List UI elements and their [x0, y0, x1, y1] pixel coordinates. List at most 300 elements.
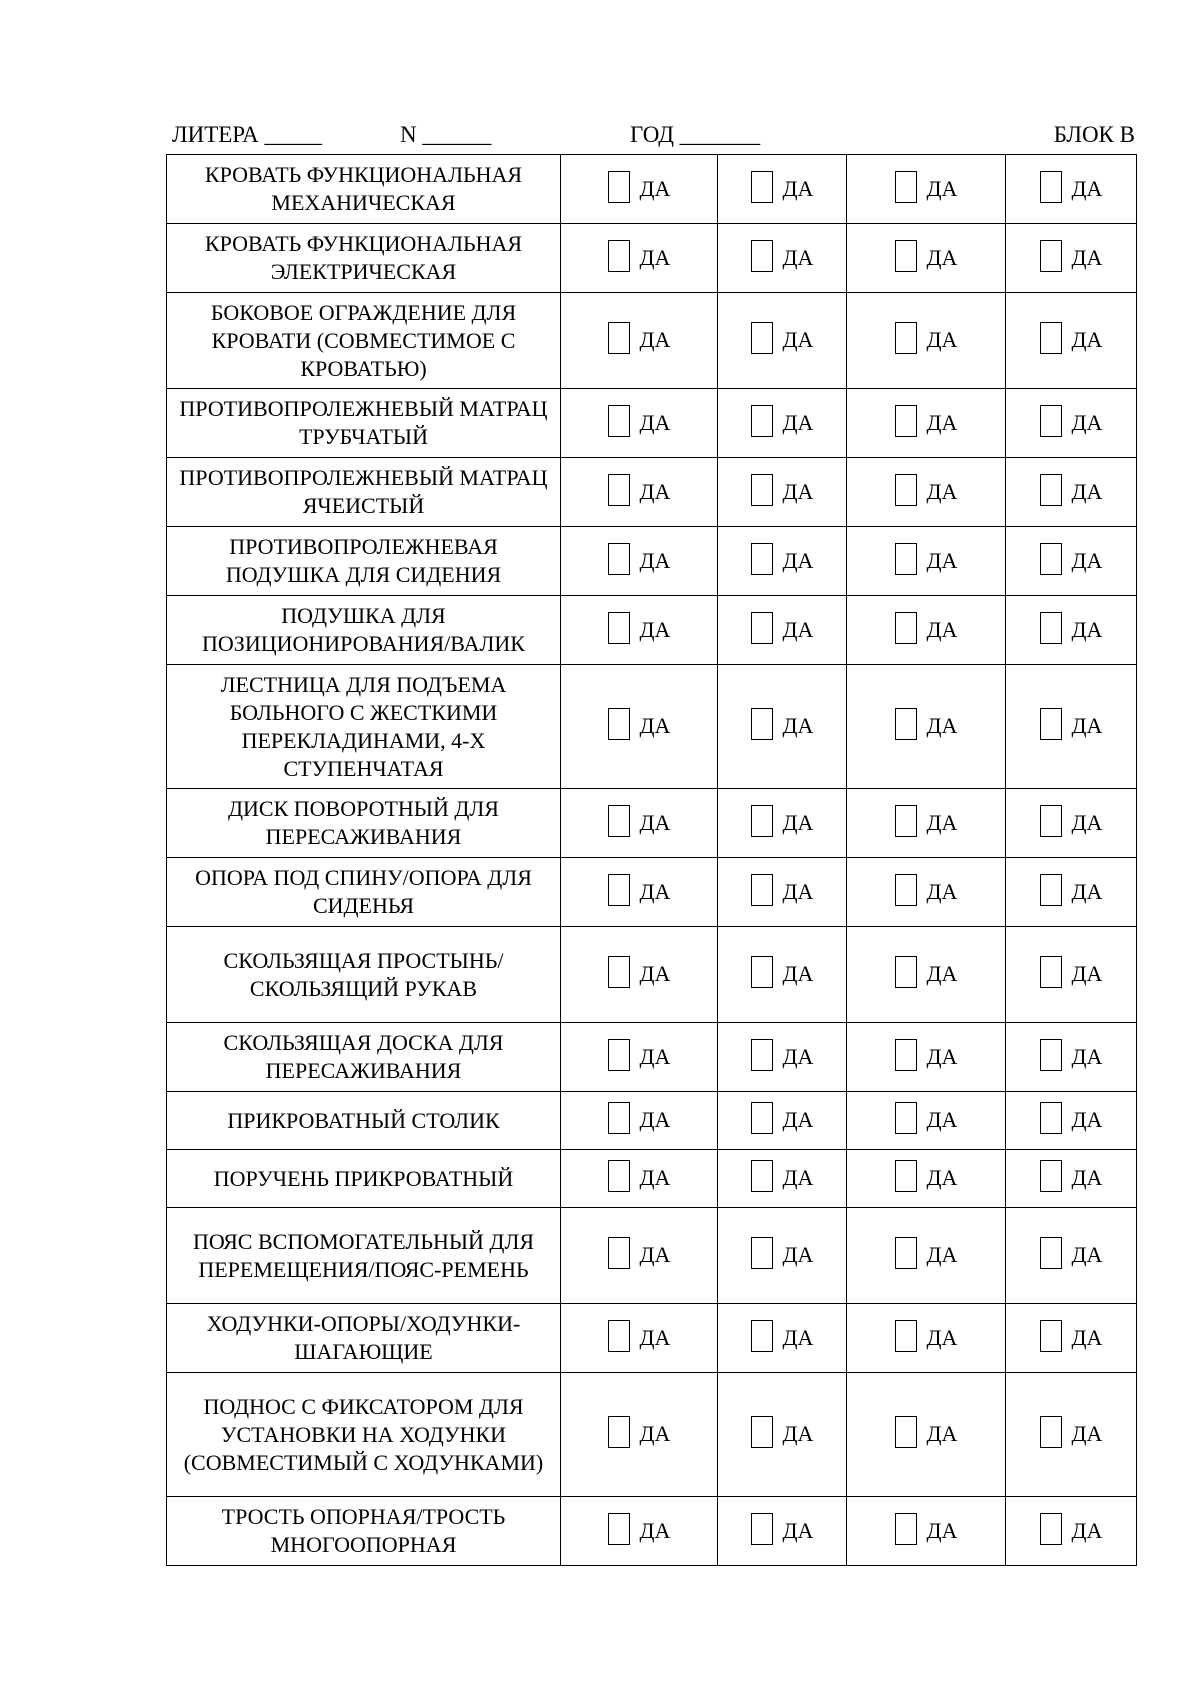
yes-option — [751, 805, 814, 837]
number-field[interactable]: N ______ — [400, 122, 492, 147]
yes-option — [1040, 171, 1103, 203]
option-cell — [561, 1023, 718, 1092]
yes-checkbox[interactable] — [608, 171, 630, 203]
option-cell — [561, 293, 718, 389]
yes-checkbox[interactable] — [608, 405, 630, 437]
yes-label: ДА — [1071, 547, 1103, 573]
yes-option — [751, 405, 814, 437]
option-cell — [1006, 927, 1137, 1023]
yes-option — [751, 543, 814, 575]
equipment-name: ПРОТИВОПРОЛЕЖНЕВАЯ ПОДУШКА ДЛЯ СИДЕНИЯ — [167, 527, 561, 596]
yes-label: ДА — [1071, 1165, 1103, 1190]
yes-checkbox[interactable] — [895, 1237, 917, 1269]
option-cell — [561, 527, 718, 596]
option-cell — [847, 1497, 1006, 1566]
yes-label: ДА — [926, 878, 958, 904]
yes-label: ДА — [639, 878, 671, 904]
option-cell — [1006, 596, 1137, 665]
yes-checkbox[interactable] — [608, 1320, 630, 1352]
yes-label: ДА — [782, 175, 814, 201]
yes-option — [608, 405, 671, 437]
yes-checkbox[interactable] — [608, 1237, 630, 1269]
option-cell — [718, 155, 847, 224]
table-row — [167, 665, 1137, 789]
option-cell — [1006, 1092, 1137, 1150]
yes-checkbox[interactable] — [608, 1102, 630, 1134]
yes-label: ДА — [782, 616, 814, 642]
option-cell — [1006, 224, 1137, 293]
yes-label: ДА — [1071, 244, 1103, 270]
yes-option — [1040, 874, 1103, 906]
yes-option — [751, 171, 814, 203]
yes-label: ДА — [1071, 175, 1103, 201]
block-label: БЛОК В — [1053, 122, 1135, 147]
yes-option — [1040, 1320, 1103, 1352]
yes-label: ДА — [1071, 616, 1103, 642]
yes-option — [751, 708, 814, 740]
yes-checkbox[interactable] — [1040, 405, 1062, 437]
table-row — [167, 858, 1137, 927]
option-cell — [561, 596, 718, 665]
option-cell — [847, 458, 1006, 527]
yes-checkbox[interactable] — [1040, 708, 1062, 740]
yes-option — [751, 1102, 814, 1134]
option-cell — [1006, 858, 1137, 927]
option-cell — [1006, 1150, 1137, 1208]
option-cell — [1006, 293, 1137, 389]
yes-checkbox[interactable] — [895, 956, 917, 988]
option-cell — [1006, 1208, 1137, 1304]
yes-option — [895, 805, 958, 837]
yes-option — [895, 1160, 958, 1192]
yes-checkbox[interactable] — [608, 240, 630, 272]
yes-checkbox[interactable] — [1040, 612, 1062, 644]
option-cell — [847, 665, 1006, 789]
option-cell — [718, 1150, 847, 1208]
yes-label: ДА — [1071, 1421, 1103, 1446]
yes-option — [1040, 405, 1103, 437]
yes-option — [1040, 956, 1103, 988]
option-cell — [1006, 1373, 1137, 1497]
yes-label: ДА — [639, 547, 671, 573]
year-field[interactable]: ГОД _______ — [630, 122, 761, 147]
yes-label: ДА — [782, 327, 814, 352]
option-cell — [561, 858, 718, 927]
yes-checkbox[interactable] — [608, 322, 630, 354]
yes-checkbox[interactable] — [1040, 874, 1062, 906]
yes-option — [608, 1513, 671, 1545]
yes-option — [751, 612, 814, 644]
table-row — [167, 1373, 1137, 1497]
equipment-table-body — [167, 155, 1137, 1566]
yes-checkbox[interactable] — [608, 474, 630, 506]
yes-option — [608, 1039, 671, 1071]
yes-label: ДА — [782, 713, 814, 738]
yes-option — [1040, 1160, 1103, 1192]
yes-checkbox[interactable] — [895, 1039, 917, 1071]
option-cell — [561, 927, 718, 1023]
yes-label: ДА — [926, 1324, 958, 1350]
yes-label: ДА — [639, 961, 671, 986]
yes-label: ДА — [639, 175, 671, 201]
yes-option — [608, 956, 671, 988]
equipment-name: ПРИКРОВАТНЫЙ СТОЛИК — [167, 1092, 561, 1150]
yes-label: ДА — [782, 1421, 814, 1446]
yes-option — [608, 474, 671, 506]
option-cell — [718, 596, 847, 665]
yes-label: ДА — [639, 1242, 671, 1267]
yes-checkbox[interactable] — [895, 543, 917, 575]
yes-label: ДА — [1071, 1043, 1103, 1069]
yes-label: ДА — [926, 1421, 958, 1446]
option-cell — [847, 1092, 1006, 1150]
yes-label: ДА — [639, 409, 671, 435]
equipment-table — [166, 154, 1137, 1566]
yes-checkbox[interactable] — [1040, 240, 1062, 272]
yes-checkbox[interactable] — [751, 405, 773, 437]
option-cell — [1006, 527, 1137, 596]
yes-checkbox[interactable] — [751, 1513, 773, 1545]
option-cell — [561, 1373, 718, 1497]
yes-option — [1040, 805, 1103, 837]
yes-option — [751, 322, 814, 354]
yes-label: ДА — [926, 547, 958, 573]
yes-option — [608, 171, 671, 203]
yes-option — [608, 1320, 671, 1352]
option-cell — [1006, 1304, 1137, 1373]
yes-label: ДА — [782, 1242, 814, 1267]
yes-label: ДА — [1071, 961, 1103, 986]
equipment-name: ТРОСТЬ ОПОРНАЯ/ТРОСТЬ МНОГООПОРНАЯ — [167, 1497, 561, 1566]
form-header — [172, 122, 1135, 148]
table-row — [167, 458, 1137, 527]
option-cell — [718, 527, 847, 596]
yes-checkbox[interactable] — [1040, 1039, 1062, 1071]
yes-option — [895, 405, 958, 437]
yes-option — [751, 1160, 814, 1192]
yes-label: ДА — [639, 327, 671, 352]
yes-option — [751, 1237, 814, 1269]
yes-label: ДА — [782, 1517, 814, 1543]
yes-checkbox[interactable] — [608, 1416, 630, 1448]
yes-checkbox[interactable] — [1040, 1320, 1062, 1352]
yes-option — [751, 1039, 814, 1071]
option-cell — [1006, 458, 1137, 527]
yes-label: ДА — [782, 1107, 814, 1132]
yes-checkbox[interactable] — [1040, 474, 1062, 506]
table-row — [167, 527, 1137, 596]
equipment-name: ПОРУЧЕНЬ ПРИКРОВАТНЫЙ — [167, 1150, 561, 1208]
yes-label: ДА — [782, 961, 814, 986]
yes-label: ДА — [926, 1242, 958, 1267]
yes-label: ДА — [1071, 1242, 1103, 1267]
option-cell — [847, 224, 1006, 293]
yes-label: ДА — [639, 1421, 671, 1446]
yes-label: ДА — [1071, 878, 1103, 904]
yes-option — [608, 874, 671, 906]
option-cell — [718, 927, 847, 1023]
yes-label: ДА — [639, 244, 671, 270]
yes-label: ДА — [782, 1043, 814, 1069]
yes-option — [751, 240, 814, 272]
yes-label: ДА — [926, 961, 958, 986]
table-row — [167, 1208, 1137, 1304]
yes-checkbox[interactable] — [608, 612, 630, 644]
yes-label: ДА — [1071, 713, 1103, 738]
yes-option — [608, 322, 671, 354]
option-cell — [561, 1092, 718, 1150]
yes-label: ДА — [639, 1324, 671, 1350]
table-row — [167, 927, 1137, 1023]
yes-option — [1040, 1513, 1103, 1545]
yes-label: ДА — [1071, 478, 1103, 504]
equipment-name: БОКОВОЕ ОГРАЖДЕНИЕ ДЛЯ КРОВАТИ (СОВМЕСТИМОЕ С КРОВАТЬЮ) — [167, 293, 561, 389]
equipment-name: ПРОТИВОПРОЛЕЖНЕВЫЙ МАТРАЦ ЯЧЕИСТЫЙ — [167, 458, 561, 527]
table-row — [167, 1304, 1137, 1373]
yes-checkbox[interactable] — [608, 543, 630, 575]
option-cell — [718, 1092, 847, 1150]
equipment-name: КРОВАТЬ ФУНКЦИОНАЛЬНАЯ МЕХАНИЧЕСКАЯ — [167, 155, 561, 224]
yes-label: ДА — [926, 1107, 958, 1132]
yes-option — [1040, 708, 1103, 740]
yes-option — [895, 1513, 958, 1545]
yes-label: ДА — [639, 616, 671, 642]
yes-option — [895, 240, 958, 272]
yes-option — [751, 956, 814, 988]
yes-checkbox[interactable] — [751, 805, 773, 837]
yes-option — [1040, 474, 1103, 506]
yes-option — [608, 1416, 671, 1448]
yes-option — [1040, 543, 1103, 575]
yes-label: ДА — [1071, 1517, 1103, 1543]
yes-label: ДА — [639, 713, 671, 738]
table-row — [167, 1150, 1137, 1208]
yes-label: ДА — [1071, 327, 1103, 352]
equipment-name: ПОЯС ВСПОМОГАТЕЛЬНЫЙ ДЛЯ ПЕРЕМЕЩЕНИЯ/ПОЯС-РЕМЕНЬ — [167, 1208, 561, 1304]
yes-checkbox[interactable] — [751, 322, 773, 354]
yes-checkbox[interactable] — [895, 1416, 917, 1448]
equipment-name: ОПОРА ПОД СПИНУ/ОПОРА ДЛЯ СИДЕНЬЯ — [167, 858, 561, 927]
option-cell — [847, 389, 1006, 458]
yes-label: ДА — [1071, 1324, 1103, 1350]
yes-option — [1040, 1416, 1103, 1448]
table-row — [167, 1092, 1137, 1150]
equipment-name: ДИСК ПОВОРОТНЫЙ ДЛЯ ПЕРЕСАЖИВАНИЯ — [167, 789, 561, 858]
yes-option — [608, 612, 671, 644]
option-cell — [561, 1304, 718, 1373]
yes-option — [895, 543, 958, 575]
yes-label: ДА — [926, 809, 958, 835]
option-cell — [847, 1304, 1006, 1373]
equipment-name: ПРОТИВОПРОЛЕЖНЕВЫЙ МАТРАЦ ТРУБЧАТЫЙ — [167, 389, 561, 458]
option-cell — [718, 1023, 847, 1092]
yes-label: ДА — [782, 1324, 814, 1350]
table-row — [167, 789, 1137, 858]
equipment-name: СКОЛЬЗЯЩАЯ ДОСКА ДЛЯ ПЕРЕСАЖИВАНИЯ — [167, 1023, 561, 1092]
yes-checkbox[interactable] — [1040, 805, 1062, 837]
yes-checkbox[interactable] — [608, 1039, 630, 1071]
option-cell — [718, 858, 847, 927]
yes-option — [1040, 1237, 1103, 1269]
yes-label: ДА — [926, 478, 958, 504]
yes-checkbox[interactable] — [895, 405, 917, 437]
yes-option — [1040, 1102, 1103, 1134]
table-row — [167, 389, 1137, 458]
yes-checkbox[interactable] — [895, 805, 917, 837]
yes-option — [751, 1416, 814, 1448]
yes-checkbox[interactable] — [751, 1039, 773, 1071]
yes-option — [895, 1102, 958, 1134]
yes-checkbox[interactable] — [1040, 543, 1062, 575]
option-cell — [847, 596, 1006, 665]
yes-option — [895, 1320, 958, 1352]
yes-checkbox[interactable] — [895, 240, 917, 272]
yes-checkbox[interactable] — [751, 240, 773, 272]
yes-checkbox[interactable] — [751, 171, 773, 203]
yes-label: ДА — [1071, 409, 1103, 435]
option-cell — [718, 789, 847, 858]
option-cell — [847, 1208, 1006, 1304]
yes-label: ДА — [782, 244, 814, 270]
yes-checkbox[interactable] — [751, 708, 773, 740]
option-cell — [718, 1497, 847, 1566]
option-cell — [561, 389, 718, 458]
yes-checkbox[interactable] — [895, 322, 917, 354]
option-cell — [561, 789, 718, 858]
yes-checkbox[interactable] — [895, 1513, 917, 1545]
yes-checkbox[interactable] — [895, 1160, 917, 1192]
yes-checkbox[interactable] — [751, 956, 773, 988]
yes-option — [895, 708, 958, 740]
yes-checkbox[interactable] — [751, 874, 773, 906]
option-cell — [847, 1373, 1006, 1497]
option-cell — [718, 389, 847, 458]
yes-checkbox[interactable] — [751, 1160, 773, 1192]
yes-option — [895, 474, 958, 506]
yes-checkbox[interactable] — [895, 612, 917, 644]
yes-checkbox[interactable] — [608, 1160, 630, 1192]
option-cell — [718, 224, 847, 293]
yes-label: ДА — [639, 1107, 671, 1132]
yes-checkbox[interactable] — [895, 874, 917, 906]
yes-option — [1040, 612, 1103, 644]
yes-option — [608, 805, 671, 837]
option-cell — [1006, 1497, 1137, 1566]
option-cell — [561, 224, 718, 293]
option-cell — [561, 1497, 718, 1566]
table-row — [167, 224, 1137, 293]
yes-option — [895, 322, 958, 354]
yes-option — [608, 543, 671, 575]
yes-checkbox[interactable] — [608, 805, 630, 837]
table-row — [167, 596, 1137, 665]
yes-checkbox[interactable] — [1040, 1160, 1062, 1192]
option-cell — [561, 155, 718, 224]
table-row — [167, 1023, 1137, 1092]
yes-option — [751, 1513, 814, 1545]
yes-checkbox[interactable] — [751, 1416, 773, 1448]
option-cell — [718, 293, 847, 389]
option-cell — [718, 665, 847, 789]
option-cell — [561, 458, 718, 527]
table-row — [167, 1497, 1137, 1566]
yes-checkbox[interactable] — [1040, 1416, 1062, 1448]
yes-checkbox[interactable] — [1040, 956, 1062, 988]
yes-label: ДА — [1071, 1107, 1103, 1132]
yes-option — [895, 874, 958, 906]
equipment-name: ПОДУШКА ДЛЯ ПОЗИЦИОНИРОВАНИЯ/ВАЛИК — [167, 596, 561, 665]
yes-option — [895, 612, 958, 644]
yes-checkbox[interactable] — [895, 1320, 917, 1352]
yes-checkbox[interactable] — [751, 612, 773, 644]
litera-field[interactable]: ЛИТЕРА _____ — [172, 122, 323, 147]
yes-label: ДА — [639, 1517, 671, 1543]
equipment-name: ХОДУНКИ-ОПОРЫ/ХОДУНКИ-ШАГАЮЩИЕ — [167, 1304, 561, 1373]
yes-label: ДА — [926, 1165, 958, 1190]
yes-label: ДА — [639, 809, 671, 835]
yes-checkbox[interactable] — [1040, 322, 1062, 354]
yes-label: ДА — [782, 1165, 814, 1190]
equipment-name: СКОЛЬЗЯЩАЯ ПРОСТЫНЬ/СКОЛЬЗЯЩИЙ РУКАВ — [167, 927, 561, 1023]
option-cell — [718, 1373, 847, 1497]
yes-checkbox[interactable] — [1040, 1237, 1062, 1269]
yes-label: ДА — [782, 478, 814, 504]
option-cell — [718, 458, 847, 527]
yes-label: ДА — [926, 409, 958, 435]
yes-checkbox[interactable] — [895, 474, 917, 506]
yes-checkbox[interactable] — [1040, 171, 1062, 203]
yes-label: ДА — [1071, 809, 1103, 835]
yes-option — [895, 1039, 958, 1071]
yes-checkbox[interactable] — [895, 708, 917, 740]
yes-checkbox[interactable] — [751, 1320, 773, 1352]
option-cell — [847, 1023, 1006, 1092]
option-cell — [1006, 155, 1137, 224]
option-cell — [847, 293, 1006, 389]
yes-label: ДА — [926, 616, 958, 642]
yes-option — [751, 1320, 814, 1352]
yes-checkbox[interactable] — [895, 171, 917, 203]
yes-option — [608, 240, 671, 272]
yes-checkbox[interactable] — [608, 956, 630, 988]
equipment-name: КРОВАТЬ ФУНКЦИОНАЛЬНАЯ ЭЛЕКТРИЧЕСКАЯ — [167, 224, 561, 293]
yes-option — [895, 1416, 958, 1448]
yes-checkbox[interactable] — [751, 474, 773, 506]
yes-checkbox[interactable] — [1040, 1102, 1062, 1134]
option-cell — [847, 858, 1006, 927]
yes-option — [1040, 1039, 1103, 1071]
option-cell — [561, 665, 718, 789]
option-cell — [1006, 389, 1137, 458]
yes-checkbox[interactable] — [608, 874, 630, 906]
yes-label: ДА — [926, 244, 958, 270]
yes-checkbox[interactable] — [751, 543, 773, 575]
yes-checkbox[interactable] — [1040, 1513, 1062, 1545]
yes-option — [608, 1102, 671, 1134]
option-cell — [847, 155, 1006, 224]
option-cell — [718, 1304, 847, 1373]
yes-option — [895, 171, 958, 203]
yes-option — [751, 874, 814, 906]
yes-checkbox[interactable] — [895, 1102, 917, 1134]
table-row — [167, 155, 1137, 224]
yes-checkbox[interactable] — [608, 1513, 630, 1545]
option-cell — [847, 1150, 1006, 1208]
yes-option — [1040, 240, 1103, 272]
yes-checkbox[interactable] — [608, 708, 630, 740]
yes-checkbox[interactable] — [751, 1102, 773, 1134]
yes-checkbox[interactable] — [751, 1237, 773, 1269]
